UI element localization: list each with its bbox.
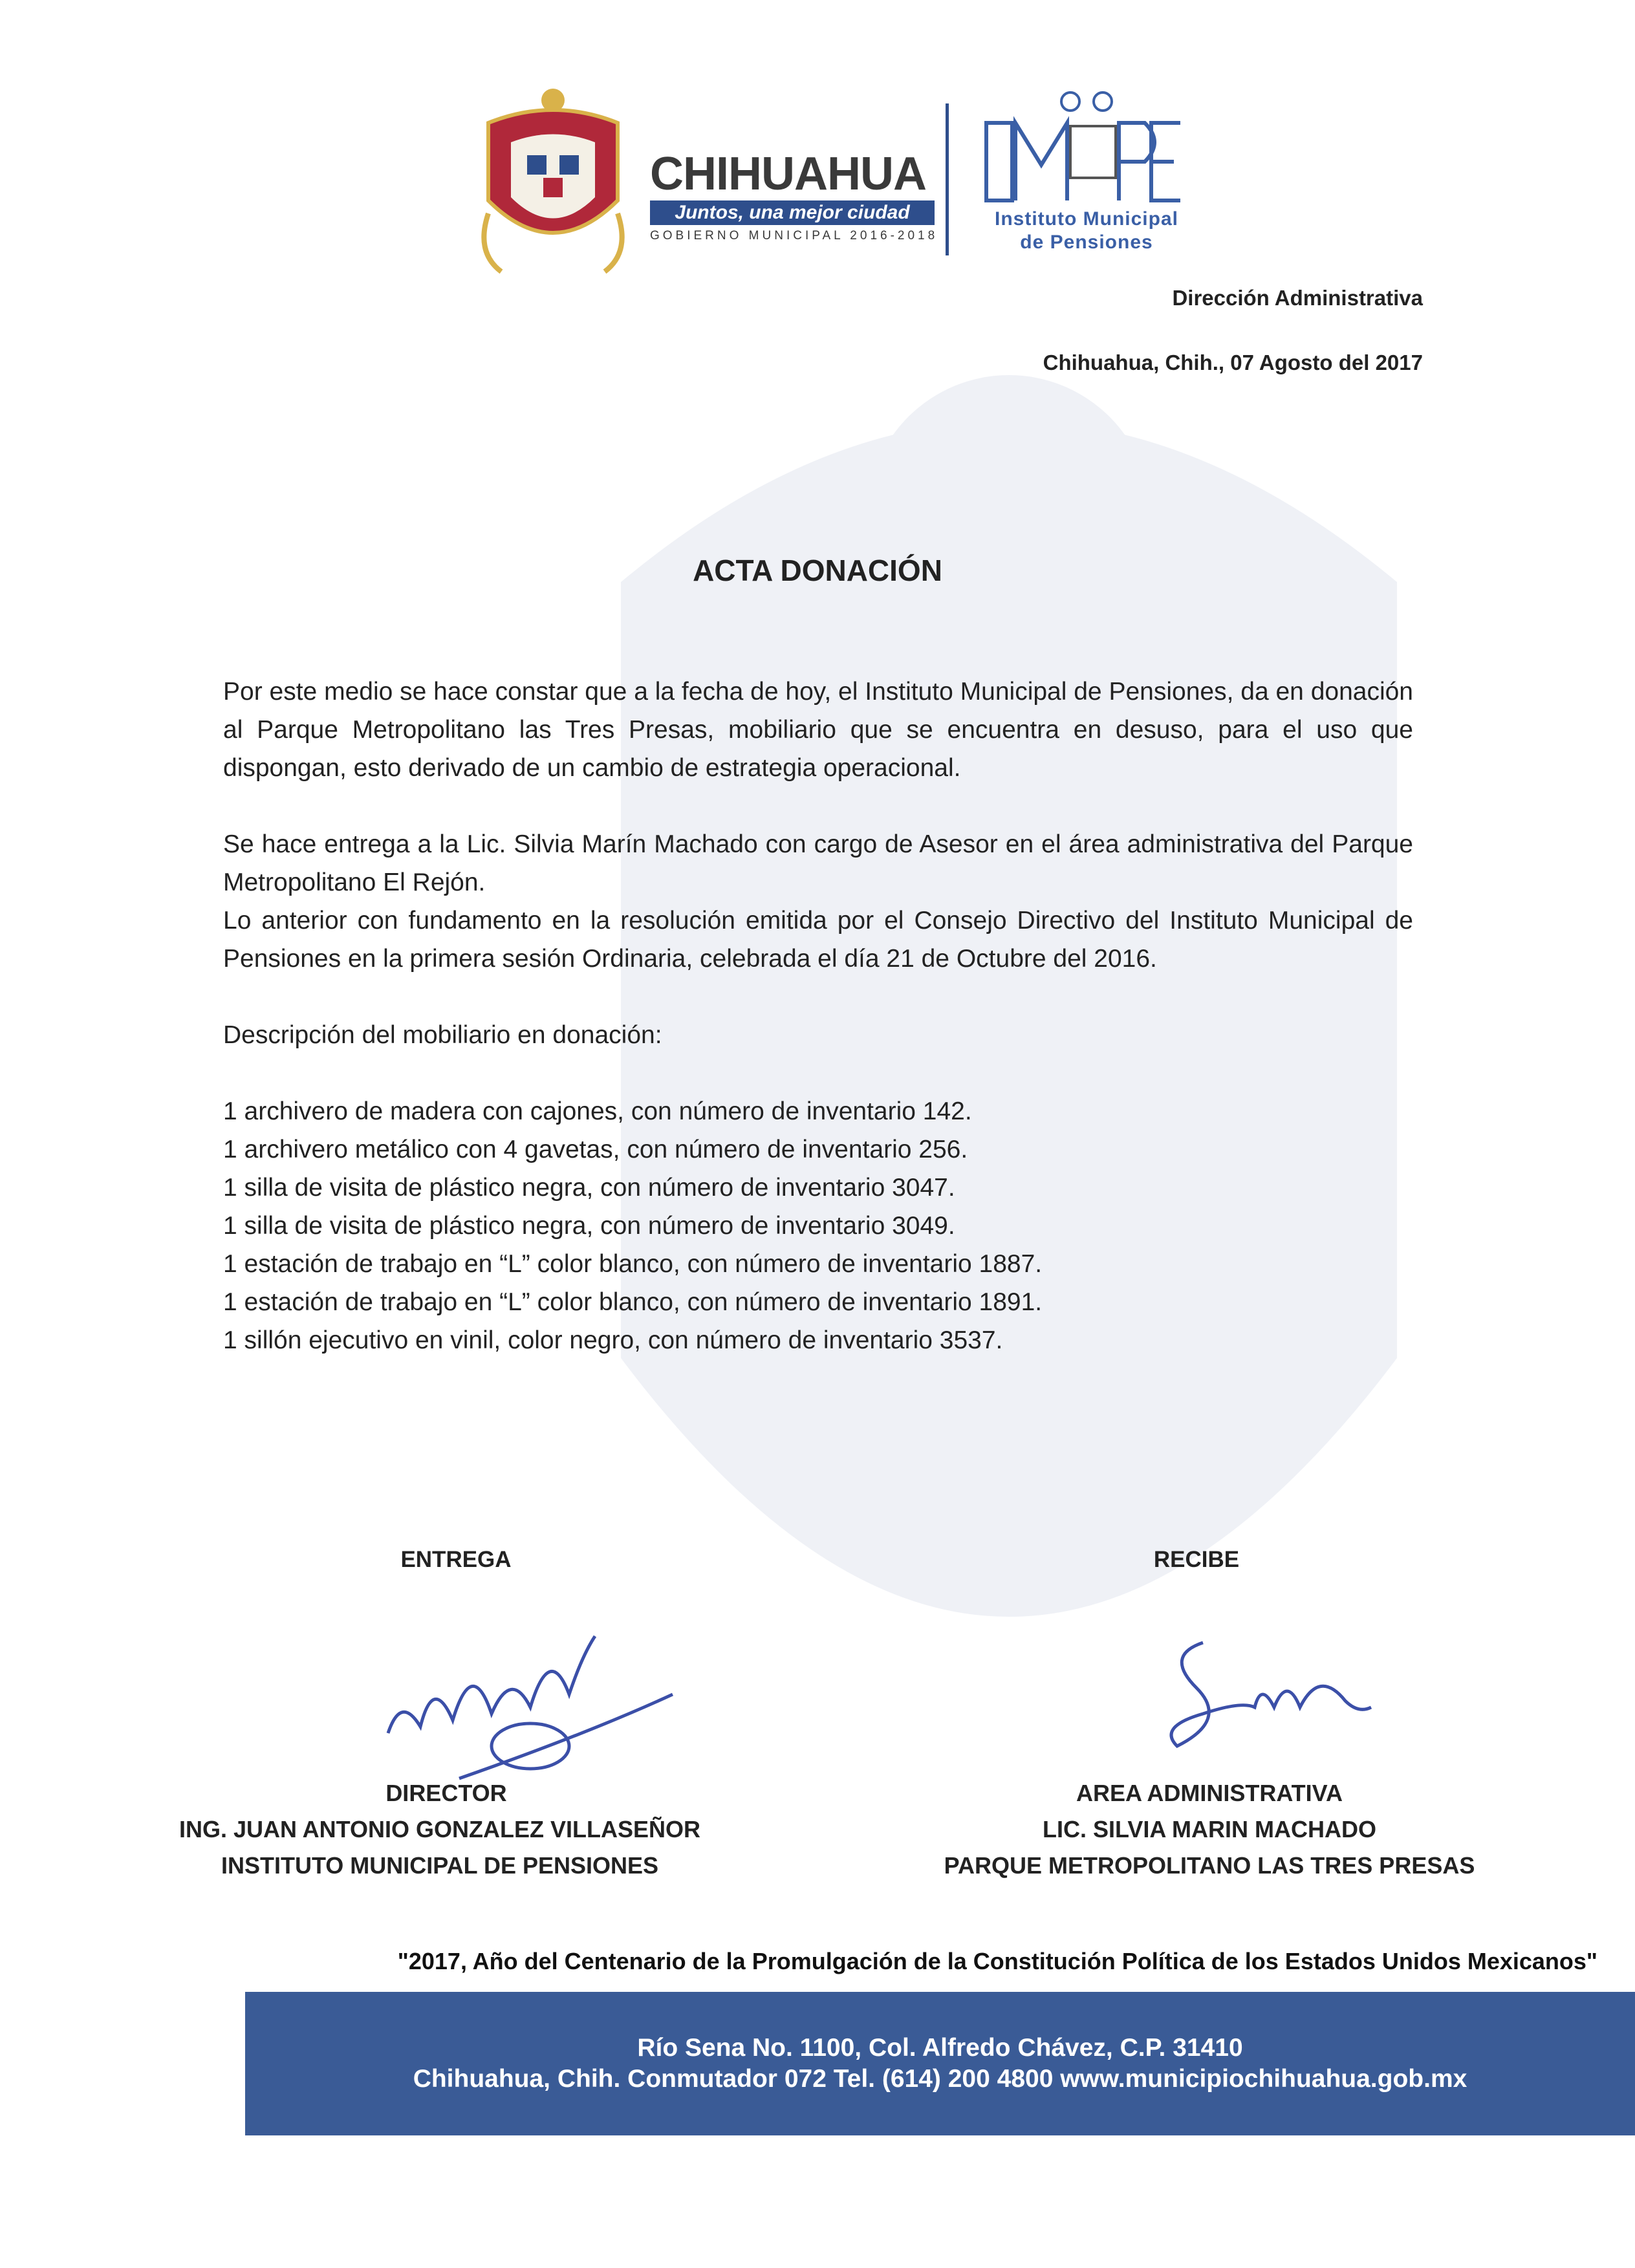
list-item: 1 estación de trabajo en “L” color blanco, con número de inventario 1887.	[223, 1250, 1043, 1278]
receiver-org: PARQUE METROPOLITANO LAS TRES PRESAS	[944, 1852, 1475, 1879]
entrega-heading: ENTREGA	[400, 1547, 512, 1572]
centennial-motto: "2017, Año del Centenario de la Promulgación de la Constitución Política de los Estados Unidos Mexicanos"	[397, 1948, 1597, 1974]
director-role: DIRECTOR	[385, 1780, 507, 1806]
chihuahua-crest-logo	[475, 84, 631, 278]
header-divider	[946, 103, 949, 255]
impe-logo	[980, 87, 1187, 207]
paragraph-basis: Lo anterior con fundamento en la resolución emitida por el Consejo Directivo del Instituto Municipal de Pensiones en la primera sesión Ordinaria, celebrada el día 21 de Octubre del 2016.	[223, 907, 1413, 973]
footer-contact: Chihuahua, Chih. Conmutador 072 Tel. (614) 200 4800 www.municipiochihuahua.gob.mx	[413, 2065, 1467, 2093]
department-label: Dirección Administrativa	[1172, 286, 1423, 310]
brand-subtitle: GOBIERNO MUNICIPAL 2016-2018	[650, 229, 938, 243]
footer-address: Río Sena No. 1100, Col. Alfredo Chávez, C.P. 31410	[637, 2034, 1243, 2062]
list-item: 1 sillón ejecutivo en vinil, color negro, con número de inventario 3537.	[223, 1326, 1003, 1354]
footer-bar	[245, 1992, 1635, 2135]
recibe-heading: RECIBE	[1153, 1547, 1240, 1572]
director-org: INSTITUTO MUNICIPAL DE PENSIONES	[221, 1852, 659, 1879]
list-intro: Descripción del mobiliario en donación:	[223, 1021, 662, 1049]
list-item: 1 archivero metálico con 4 gavetas, con número de inventario 256.	[223, 1136, 968, 1163]
signature-receiver	[1151, 1630, 1384, 1759]
list-item: 1 silla de visita de plástico negra, con número de inventario 3047.	[223, 1174, 955, 1202]
director-name: ING. JUAN ANTONIO GONZALEZ VILLASEÑOR	[179, 1816, 701, 1842]
brand-slogan: Juntos, una mejor ciudad	[650, 200, 935, 225]
signature-director	[362, 1617, 686, 1791]
document-title: ACTA DONACIÓN	[693, 554, 942, 587]
brand-title: CHIHUAHUA	[650, 148, 926, 200]
paragraph-delivery: Se hace entrega a la Lic. Silvia Marín Machado con cargo de Asesor en el área administrativa del Parque Metropolitano El Rejón.	[223, 830, 1413, 896]
receiver-name: LIC. SILVIA MARIN MACHADO	[1043, 1816, 1376, 1842]
date-line: Chihuahua, Chih., 07 Agosto del 2017	[1043, 351, 1423, 374]
list-item: 1 estación de trabajo en “L” color blanco, con número de inventario 1891.	[223, 1288, 1043, 1316]
receiver-role: AREA ADMINISTRATIVA	[1076, 1780, 1343, 1806]
list-item: 1 archivero de madera con cajones, con número de inventario 142.	[223, 1097, 972, 1125]
document-body	[223, 673, 1413, 1359]
list-item: 1 silla de visita de plástico negra, con número de inventario 3049.	[223, 1212, 955, 1240]
impe-name-line1: Instituto Municipal	[995, 208, 1178, 230]
impe-name-line2: de Pensiones	[1020, 232, 1153, 253]
paragraph-donation: Por este medio se hace constar que a la fecha de hoy, el Instituto Municipal de Pensiones, da en donación al Parque Metropolitano las Tres Presas, mobiliario que se encuentra en desuso, para el uso que dispongan, esto derivado de un cambio de estrategia operacional.	[223, 678, 1413, 782]
